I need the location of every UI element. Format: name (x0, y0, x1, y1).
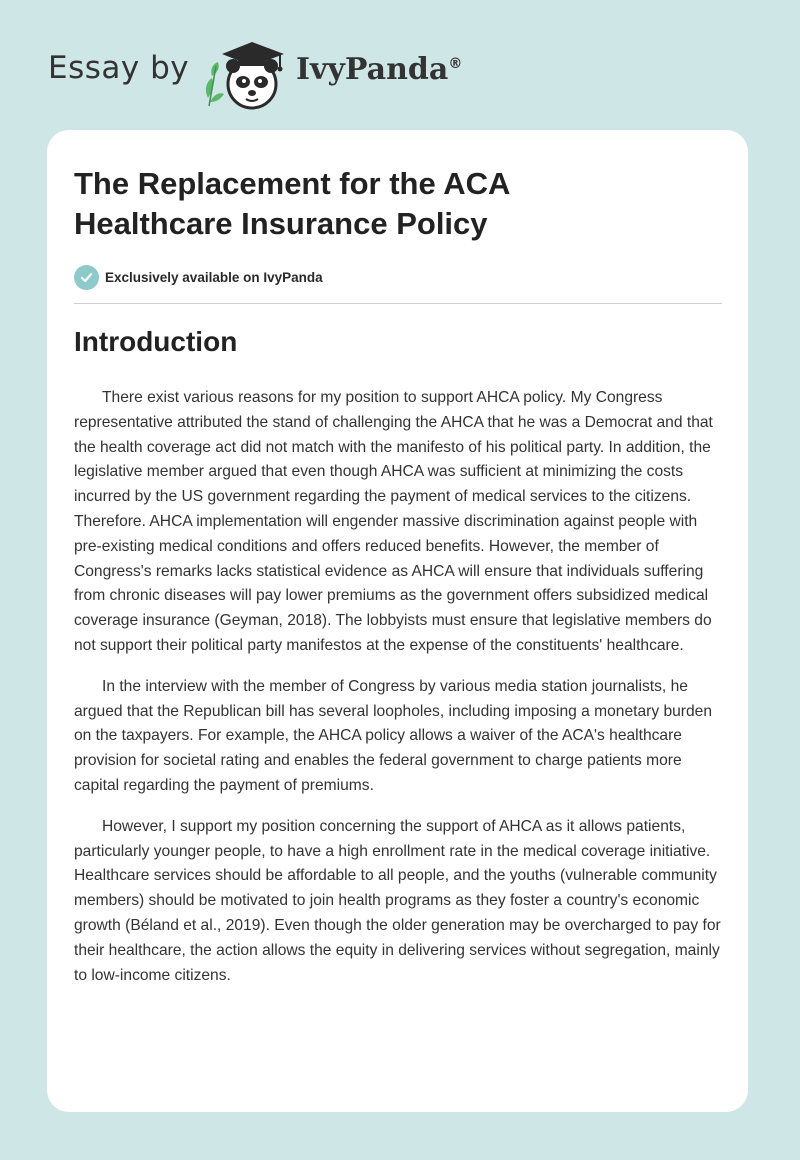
article-card (47, 130, 748, 1112)
paragraph: In the interview with the member of Congress by various media station journalists, he argued that the Republican bill has several loopholes, including imposing a monetary burden on the taxpayers. For example, the AHCA policy allows a waiver of the ACA's healthcare provision for societal rating and enables the federal government to charge patients more capital regarding the payment of premiums. (74, 677, 713, 794)
brand-name-text: IvyPanda (296, 52, 449, 87)
registered-mark: ® (448, 56, 463, 72)
section-heading: Introduction (74, 326, 238, 357)
badge-text: Exclusively available on IvyPanda (105, 269, 323, 285)
paragraph: However, I support my position concerning the support of AHCA as it allows patients, particularly younger people, to have a high enrollment rate in the medical coverage initiative. Healthcare services should be affordable to all people, and the youths (vulnerable community members) should be motivated to join health programs as they foster a country's economic growth (Béland et al., 2019). Even though the older generation may be overcharged to pay for their healthcare, the action allows the equity in delivering services without segregation, mainly to low-income citizens. (74, 817, 721, 984)
exclusive-badge (74, 264, 323, 290)
article-body (74, 386, 726, 1004)
panda-graduate-icon[interactable] (200, 36, 292, 112)
brand-prefix: Essay by (48, 50, 190, 86)
paragraph: There exist various reasons for my position to support AHCA policy. My Congress representative attributed the stand of challenging the AHCA that he was a Democrat and that the health coverage act did not match with the manifesto of his political party. In addition, the legislative member argued that even though AHCA was sufficient at minimizing the costs incurred by the US government regarding the payment of medical services to the citizens. Therefore. AHCA implementation will engender massive discrimination against people with pre-existing medical conditions and offers reduced benefits. However, the member of Congress's remarks lacks statistical evidence as AHCA will ensure that individuals suffering from chronic diseases will pay lower premiums as the government offers subsidized medical coverage insurance (Geyman, 2018). The lobbyists must ensure that legislative members do not support their political party manifestos at the expense of the constituents' healthcare. (74, 389, 713, 654)
brand-name[interactable] (296, 52, 462, 87)
site-header (0, 0, 800, 130)
article-title: The Replacement for the ACA Healthcare Insurance Policy (74, 166, 510, 241)
divider (74, 303, 722, 304)
check-circle-icon (74, 265, 99, 290)
